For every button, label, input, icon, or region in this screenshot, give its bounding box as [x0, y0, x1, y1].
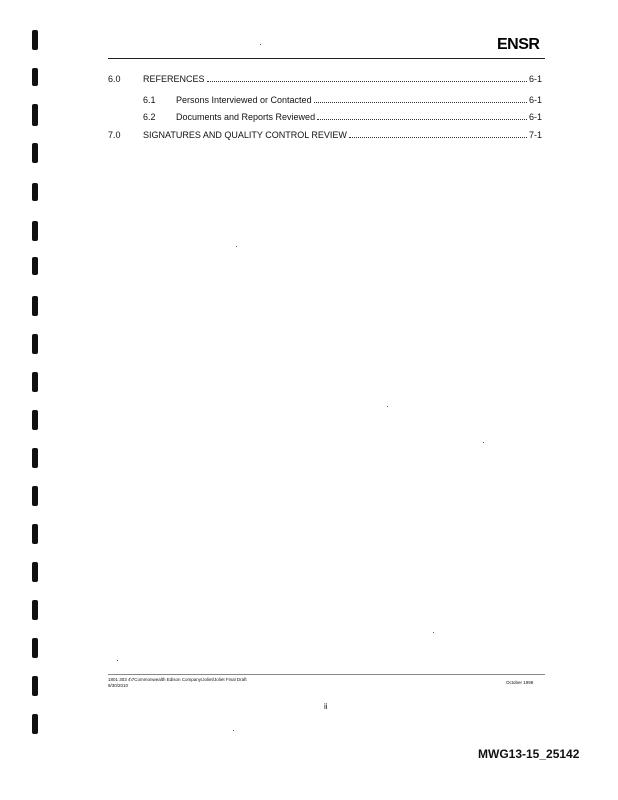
binding-mark	[32, 714, 38, 734]
toc-entry	[108, 130, 542, 140]
toc-title: REFERENCES	[143, 74, 205, 84]
ensr-logo: ENSR	[497, 36, 540, 53]
binding-mark	[32, 221, 38, 241]
toc-leader	[314, 96, 527, 103]
binding-mark	[32, 296, 38, 316]
toc-page: 7-1	[528, 130, 542, 140]
binding-mark	[32, 68, 38, 86]
toc-number: 6.1	[143, 95, 156, 105]
scan-speck	[433, 632, 434, 633]
toc-leader	[207, 75, 527, 82]
toc-leader	[317, 113, 527, 120]
toc-title: Persons Interviewed or Contacted	[176, 95, 312, 105]
binding-mark	[32, 257, 38, 275]
binding-mark	[32, 600, 38, 620]
scan-speck	[260, 44, 261, 45]
scan-speck	[117, 660, 118, 661]
binding-mark	[32, 448, 38, 468]
binding-mark	[32, 30, 38, 50]
binding-mark	[32, 104, 38, 126]
page-number: ii	[324, 702, 328, 711]
scan-speck	[233, 730, 234, 731]
footer-date: October 1998	[506, 680, 534, 685]
binding-mark	[32, 562, 38, 582]
toc-page: 6-1	[528, 95, 542, 105]
footer-date-line: 9/30/2010	[108, 683, 129, 688]
toc-page: 6-1	[528, 74, 542, 84]
toc-entry	[143, 95, 542, 105]
binding-mark	[32, 410, 38, 430]
header-rule	[108, 58, 545, 59]
toc-entry	[108, 74, 542, 84]
toc-number: 6.2	[143, 112, 156, 122]
footer-rule	[108, 674, 545, 675]
toc-page: 6-1	[528, 112, 542, 122]
toc-number: 7.0	[108, 130, 121, 140]
toc-title: SIGNATURES AND QUALITY CONTROL REVIEW	[143, 130, 347, 140]
scan-speck	[483, 442, 484, 443]
binding-mark	[32, 372, 38, 392]
binding-mark	[32, 524, 38, 544]
binding-mark	[32, 143, 38, 163]
toc-number: 6.0	[108, 74, 121, 84]
scan-speck	[236, 246, 237, 247]
footer-project-info	[108, 677, 358, 689]
binding-mark	[32, 638, 38, 658]
binding-mark	[32, 183, 38, 201]
toc-title: Documents and Reports Reviewed	[176, 112, 316, 122]
toc-entry	[143, 112, 542, 122]
binding-mark	[32, 334, 38, 354]
scan-speck	[387, 406, 388, 407]
binding-mark	[32, 486, 38, 506]
document-id: MWG13-15_25142	[478, 747, 580, 761]
toc-leader	[349, 131, 527, 138]
footer-project-line: 1801 303 4\7Commonwealth Edison Company/Joliet/Joliet Final Draft	[108, 677, 247, 682]
binding-mark	[32, 676, 38, 696]
